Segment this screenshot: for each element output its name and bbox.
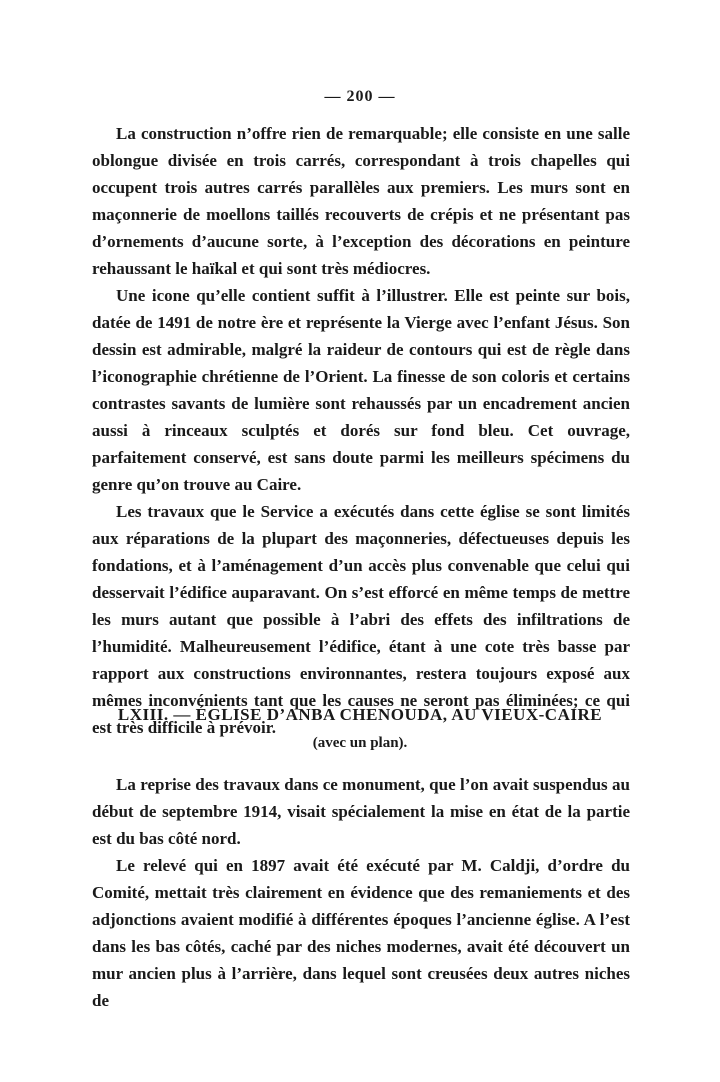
paragraph: La construction n’offre rien de remarquable; elle consiste en une salle oblongue divisée en trois carrés, correspondant à trois chapelles qui occupent trois autres carrés parallèles aux premiers. Les murs sont en maçonnerie de moellons taillés recouverts de crépis et ne présentant pas d’ornements d’aucune sorte, à l’exception des décorations en peinture rehaussant le haïkal et qui sont très médiocres. bbox=[92, 124, 630, 278]
paragraph: Une icone qu’elle contient suffit à l’illustrer. Elle est peinte sur bois, datée de 1491 de notre ère et représente la Vierge avec l’enfant Jésus. Son dessin est admirable, malgré la raideur de contours qui est de règle dans l’iconographie chrétienne de l’Orient. La finesse de son coloris et certains contrastes savants de lumière sont rehaussés par un encadrement ancien aussi à rinceaux sculptés et dorés sur fond bleu. Cet ouvrage, parfaitement conservé, est sans doute parmi les meilleurs spécimens du genre qu’on trouve au Caire. bbox=[92, 286, 630, 494]
paragraph: Les travaux que le Service a exécutés dans cette église se sont limités aux réparations de la plupart des maçonneries, défectueuses depuis les fondations, et à l’aménagement d’un accès plus convenable que celui qui desservait l’édifice auparavant. On s’est efforcé en même temps de mettre les murs autant que possible à l’abri des effets des infiltrations de l’humidité. Malheureusement l’édifice, étant à une cote très basse par rapport aux constructions environnantes, restera toujours exposé aux mêmes inconvénients tant que les causes ne seront pas éliminées; ce qui est très difficile à prévoir. bbox=[92, 502, 630, 737]
section-body-1 bbox=[92, 120, 630, 741]
section-heading: LXIII. — ÉGLISE D’ANBA CHENOUDA, AU VIEUX-CAIRE bbox=[117, 705, 603, 724]
paragraph: La reprise des travaux dans ce monument, que l’on avait suspendus au début de septembre 1914, visait spécialement la mise en état de la partie est du bas côté nord. bbox=[92, 775, 630, 848]
paragraph: Le relevé qui en 1897 avait été exécuté par M. Caldji, d’ordre du Comité, mettait très clairement en évidence que des remaniements et des adjonctions avaient modifié à différentes époques l’ancienne église. A l’est dans les bas côtés, caché par des niches modernes, avait été découvert un mur ancien plus à l’arrière, dans lequel sont creusées deux autres niches de bbox=[92, 856, 630, 1010]
page-number: — 200 — bbox=[324, 88, 396, 105]
section-subheading: (avec un plan). bbox=[312, 735, 408, 751]
section-body-2 bbox=[92, 771, 630, 1014]
